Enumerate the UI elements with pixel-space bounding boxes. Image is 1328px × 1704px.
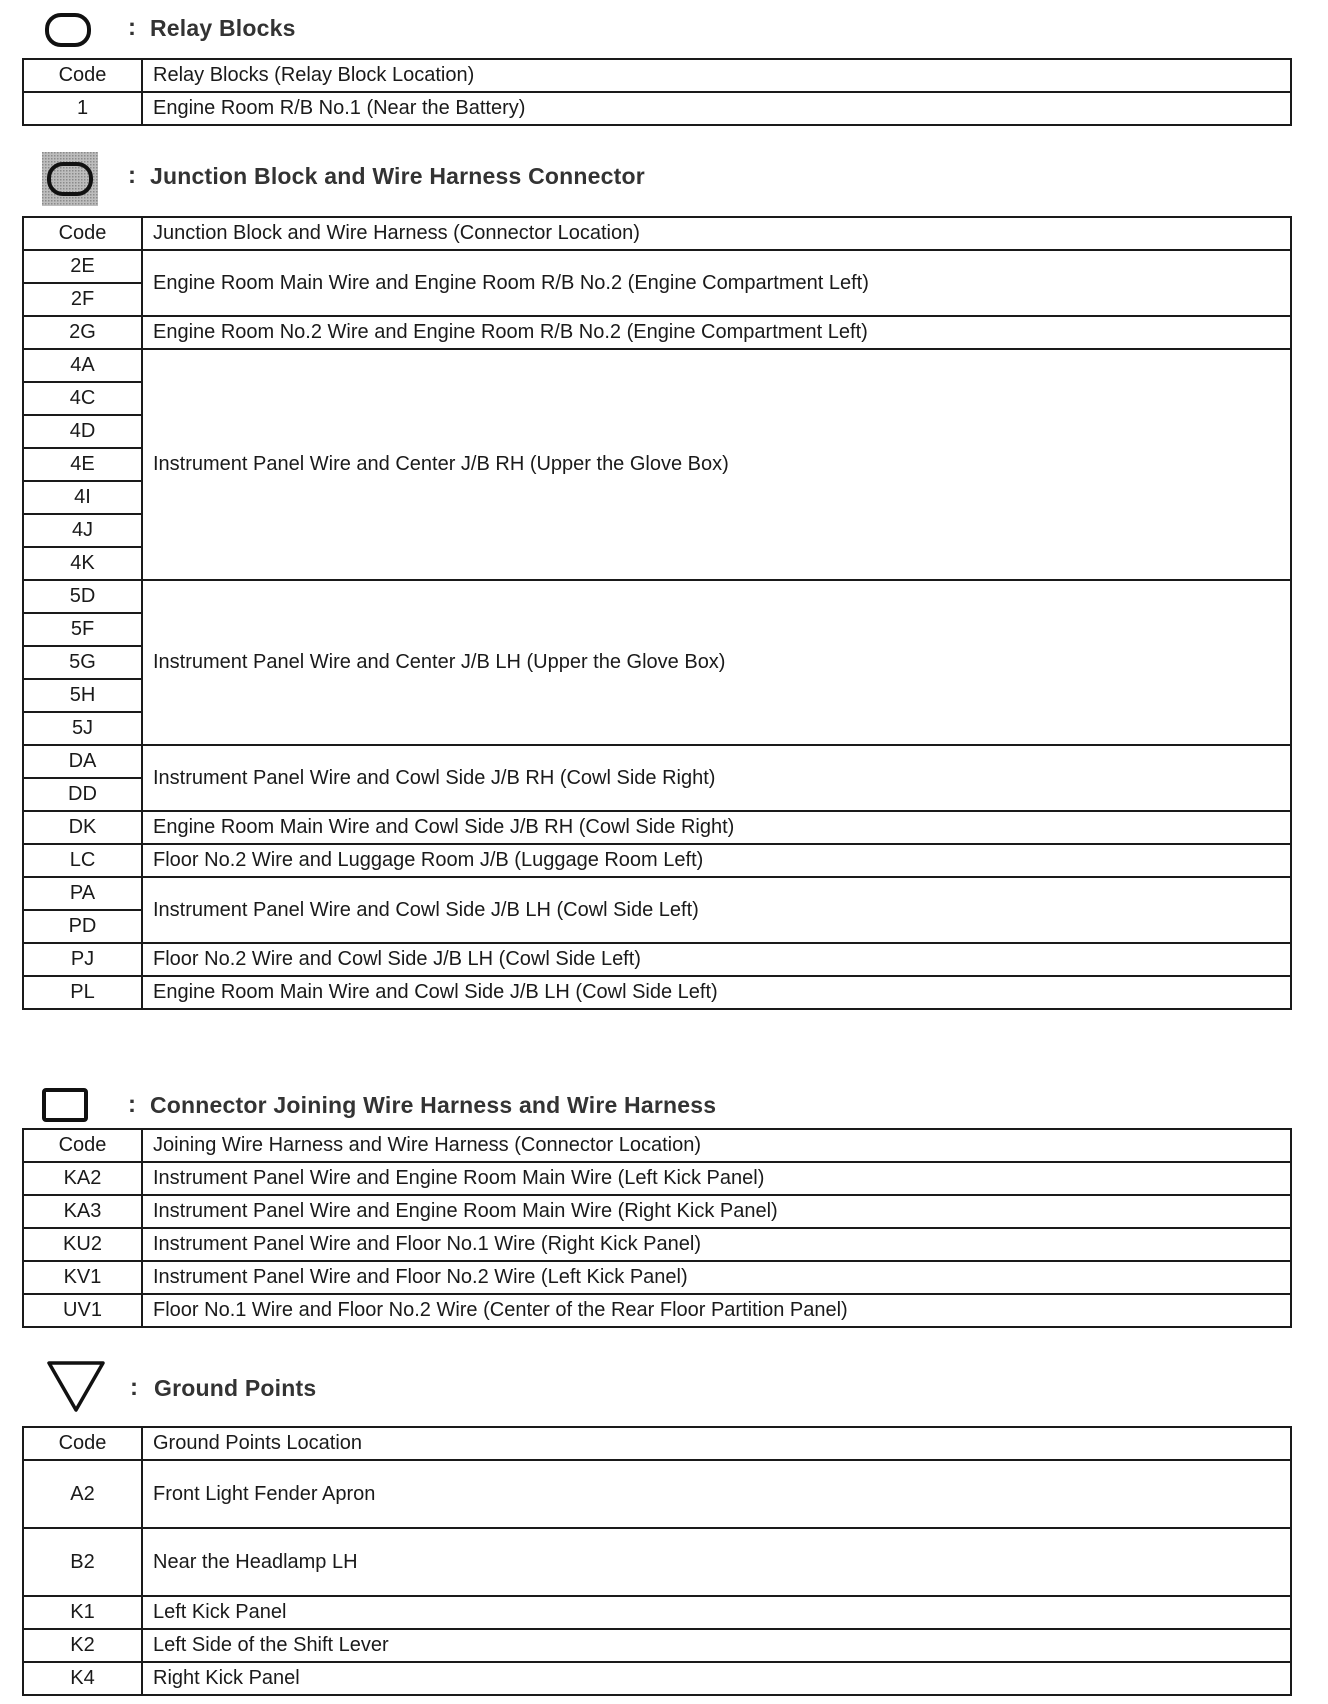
ground-points-section (22, 1358, 1292, 1696)
code-cell: 4K (23, 547, 142, 580)
code-cell: 2G (23, 316, 142, 349)
table-row (23, 1294, 1291, 1327)
code-cell: PD (23, 910, 142, 943)
code-cell: 1 (23, 92, 142, 125)
code-cell: 4A (23, 349, 142, 382)
table-row (23, 1460, 1291, 1528)
location-cell: Front Light Fender Apron (142, 1460, 1291, 1528)
code-cell: 5J (23, 712, 142, 745)
relay-blocks-colon: : (128, 14, 136, 41)
location-cell: Engine Room Main Wire and Cowl Side J/B RH (Cowl Side Right) (142, 811, 1291, 844)
code-column-header: Code (23, 217, 142, 250)
relay-blocks-section (22, 2, 1292, 126)
location-column-header: Relay Blocks (Relay Block Location) (142, 59, 1291, 92)
location-cell: Floor No.1 Wire and Floor No.2 Wire (Center of the Rear Floor Partition Panel) (142, 1294, 1291, 1327)
location-cell: Instrument Panel Wire and Floor No.2 Wire (Left Kick Panel) (142, 1261, 1291, 1294)
location-cell: Instrument Panel Wire and Center J/B LH (Upper the Glove Box) (142, 580, 1291, 745)
table-row (23, 1195, 1291, 1228)
location-cell: Engine Room Main Wire and Cowl Side J/B LH (Cowl Side Left) (142, 976, 1291, 1009)
connector-joining-colon: : (128, 1091, 136, 1118)
table-row (23, 92, 1291, 125)
relay-blocks-heading (22, 2, 1292, 58)
location-cell: Floor No.2 Wire and Cowl Side J/B LH (Cowl Side Left) (142, 943, 1291, 976)
location-cell: Instrument Panel Wire and Cowl Side J/B LH (Cowl Side Left) (142, 877, 1291, 943)
code-cell: 4E (23, 448, 142, 481)
ground-points-title: Ground Points (154, 1375, 317, 1401)
junction-block-section (22, 152, 1292, 1010)
location-column-header: Ground Points Location (142, 1427, 1291, 1460)
table-row (23, 316, 1291, 349)
junction-block-heading (22, 152, 1292, 216)
table-row (23, 943, 1291, 976)
code-cell: K4 (23, 1662, 142, 1695)
code-cell: B2 (23, 1528, 142, 1596)
connector-joining-section (22, 1083, 1292, 1328)
table-row (23, 844, 1291, 877)
location-cell: Instrument Panel Wire and Engine Room Main Wire (Left Kick Panel) (142, 1162, 1291, 1195)
code-cell: 2E (23, 250, 142, 283)
triangle-icon (46, 1360, 106, 1414)
table-header-row (23, 217, 1291, 250)
code-cell: K1 (23, 1596, 142, 1629)
location-cell: Engine Room No.2 Wire and Engine Room R/B No.2 (Engine Compartment Left) (142, 316, 1291, 349)
table-row (23, 877, 1291, 910)
relay-blocks-table (22, 58, 1292, 126)
code-column-header: Code (23, 1129, 142, 1162)
table-row (23, 349, 1291, 382)
code-cell: K2 (23, 1629, 142, 1662)
table-row (23, 580, 1291, 613)
table-row (23, 1228, 1291, 1261)
ground-points-colon: : (130, 1374, 138, 1401)
location-cell: Left Side of the Shift Lever (142, 1629, 1291, 1662)
location-cell: Instrument Panel Wire and Engine Room Main Wire (Right Kick Panel) (142, 1195, 1291, 1228)
code-cell: 4C (23, 382, 142, 415)
code-cell: 5F (23, 613, 142, 646)
table-row (23, 1629, 1291, 1662)
code-cell: KA2 (23, 1162, 142, 1195)
table-row (23, 1596, 1291, 1629)
rounded-rectangle-icon (44, 10, 94, 50)
location-cell: Left Kick Panel (142, 1596, 1291, 1629)
connector-joining-title: Connector Joining Wire Harness and Wire Harness (150, 1092, 717, 1118)
table-row (23, 250, 1291, 283)
ground-points-table (22, 1426, 1292, 1696)
code-cell: UV1 (23, 1294, 142, 1327)
location-column-header: Joining Wire Harness and Wire Harness (Connector Location) (142, 1129, 1291, 1162)
location-cell: Engine Room R/B No.1 (Near the Battery) (142, 92, 1291, 125)
connector-joining-table (22, 1128, 1292, 1328)
table-row (23, 811, 1291, 844)
location-cell: Instrument Panel Wire and Center J/B RH (Upper the Glove Box) (142, 349, 1291, 580)
code-cell: PA (23, 877, 142, 910)
table-row (23, 976, 1291, 1009)
table-row (23, 1528, 1291, 1596)
code-cell: 5D (23, 580, 142, 613)
code-cell: A2 (23, 1460, 142, 1528)
code-cell: 2F (23, 283, 142, 316)
relay-blocks-title: Relay Blocks (150, 15, 296, 41)
code-cell: PL (23, 976, 142, 1009)
location-cell: Engine Room Main Wire and Engine Room R/B No.2 (Engine Compartment Left) (142, 250, 1291, 316)
rectangle-icon (42, 1087, 90, 1123)
code-cell: KU2 (23, 1228, 142, 1261)
code-cell: KA3 (23, 1195, 142, 1228)
junction-block-colon: : (128, 162, 136, 189)
code-cell: DD (23, 778, 142, 811)
table-row (23, 1162, 1291, 1195)
code-column-header: Code (23, 1427, 142, 1460)
location-cell: Floor No.2 Wire and Luggage Room J/B (Luggage Room Left) (142, 844, 1291, 877)
code-cell: DK (23, 811, 142, 844)
code-cell: 4J (23, 514, 142, 547)
table-row (23, 745, 1291, 778)
code-cell: 5G (23, 646, 142, 679)
location-cell: Near the Headlamp LH (142, 1528, 1291, 1596)
table-header-row (23, 1129, 1291, 1162)
location-column-header: Junction Block and Wire Harness (Connector Location) (142, 217, 1291, 250)
shaded-rounded-rectangle-icon (42, 152, 98, 206)
location-cell: Instrument Panel Wire and Cowl Side J/B RH (Cowl Side Right) (142, 745, 1291, 811)
code-cell: PJ (23, 943, 142, 976)
code-cell: 4I (23, 481, 142, 514)
code-cell: 4D (23, 415, 142, 448)
ground-points-heading (22, 1358, 1292, 1426)
connector-joining-heading (22, 1083, 1292, 1128)
junction-block-title: Junction Block and Wire Harness Connector (150, 163, 645, 189)
code-cell: DA (23, 745, 142, 778)
junction-block-table (22, 216, 1292, 1010)
table-header-row (23, 59, 1291, 92)
code-cell: LC (23, 844, 142, 877)
table-row (23, 1261, 1291, 1294)
code-cell: 5H (23, 679, 142, 712)
table-header-row (23, 1427, 1291, 1460)
code-column-header: Code (23, 59, 142, 92)
code-cell: KV1 (23, 1261, 142, 1294)
table-row (23, 1662, 1291, 1695)
location-cell: Instrument Panel Wire and Floor No.1 Wire (Right Kick Panel) (142, 1228, 1291, 1261)
location-cell: Right Kick Panel (142, 1662, 1291, 1695)
